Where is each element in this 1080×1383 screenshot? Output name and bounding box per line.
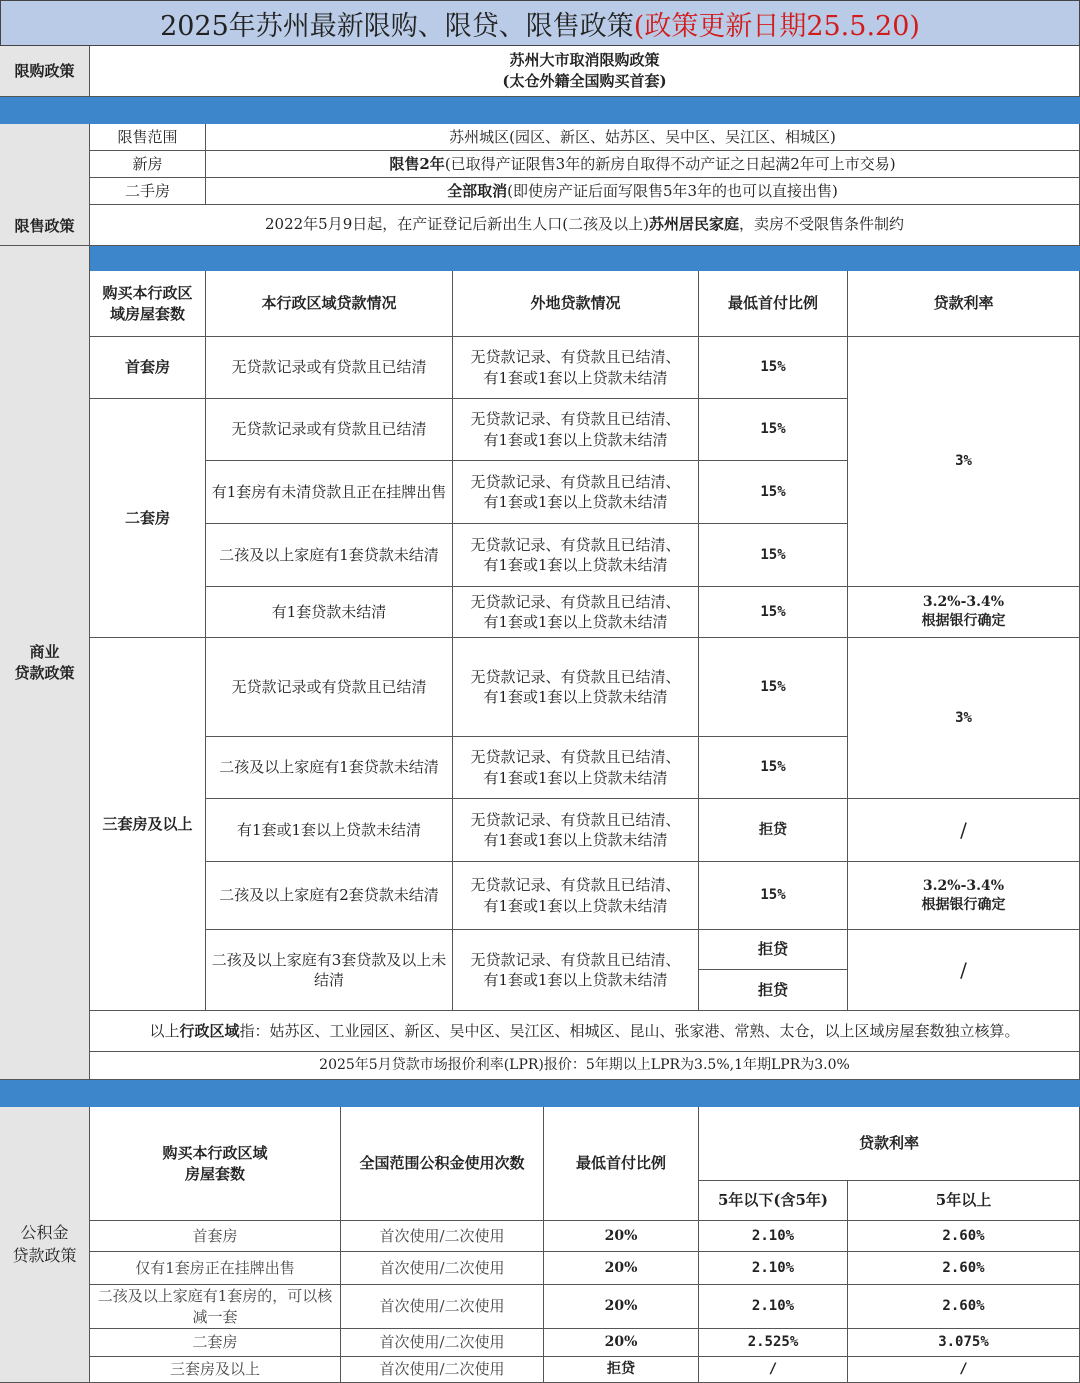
fund-row-type: 首套房 — [90, 1221, 341, 1252]
fund-row-times: 首次使用/二次使用 — [341, 1221, 544, 1252]
fund-row-rate-short: 2.10% — [699, 1285, 848, 1329]
sale-row-value — [206, 178, 1080, 205]
loan-rate: 3% — [848, 337, 1080, 587]
min-down-payment: 15% — [699, 587, 848, 638]
sale-policy-label: 限售政策 — [0, 124, 90, 246]
sale-row-value — [206, 124, 1080, 151]
loan-rate: 3.2%-3.4% 根据银行确定 — [848, 587, 1080, 638]
commercial-header-1: 本行政区域贷款情况 — [206, 271, 453, 337]
sale-row-value — [206, 151, 1080, 178]
sale-row-key: 二手房 — [90, 178, 206, 205]
remote-loan-status: 无贷款记录、有贷款且已结清、 有1套或1套以上贷款未结清 — [453, 587, 699, 638]
area-note-area_label: 行政区域 — [179, 1021, 240, 1040]
fund-row-rate-long: 2.60% — [848, 1252, 1080, 1285]
area-note-area_text: 指：姑苏区、工业园区、新区、吴中区、吴江区、相城区、昆山、张家港、常熟、太仓，以上区域房屋套数独立核算。 — [239, 1021, 1020, 1040]
local-loan-status: 有1套房有未清贷款且正在挂牌出售 — [206, 461, 453, 524]
remote-loan-status: 无贷款记录、有贷款且已结清、 有1套或1套以上贷款未结清 — [453, 461, 699, 524]
loan-rate: 3.2%-3.4% 根据银行确定 — [848, 862, 1080, 930]
title-update-date: (政策更新日期25.5.20) — [633, 10, 920, 42]
sale-note-bold: 苏州居民家庭 — [648, 215, 739, 234]
sale-row-key: 限售范围 — [90, 124, 206, 151]
fund-row-rate-short: 2.525% — [699, 1329, 848, 1357]
min-down-payment: 15% — [699, 737, 848, 799]
page-title — [0, 0, 1080, 46]
fund-header-rate-short: 5年以下(含5年) — [699, 1181, 848, 1221]
fund-row-rate-long: 2.60% — [848, 1285, 1080, 1329]
fund-header-down: 最低首付比例 — [544, 1107, 699, 1221]
fund-row-rate-short: / — [699, 1357, 848, 1383]
sale-row-text: 苏州城区(园区、新区、姑苏区、吴中区、吴江区、相城区) — [449, 127, 836, 146]
title-main: 2025年苏州最新限购、限贷、限售政策 — [160, 10, 634, 42]
remote-loan-status: 无贷款记录、有贷款且已结清、 有1套或1套以上贷款未结清 — [453, 930, 699, 1011]
fund-row-down: 拒贷 — [544, 1357, 699, 1383]
fund-row-times: 首次使用/二次使用 — [341, 1252, 544, 1285]
min-down-payment: 15% — [699, 638, 848, 737]
fund-row-rate-short: 2.10% — [699, 1221, 848, 1252]
min-down-payment: 拒贷 — [699, 970, 848, 1011]
fund-row-times: 首次使用/二次使用 — [341, 1357, 544, 1383]
sale-note-post: ，卖房不受限售条件制约 — [738, 215, 904, 234]
commercial-header-0: 购买本行政区 域房屋套数 — [90, 271, 206, 337]
sale-row-bold: 全部取消 — [447, 181, 508, 200]
local-loan-status: 无贷款记录或有贷款且已结清 — [206, 399, 453, 461]
fund-row-type: 三套房及以上 — [90, 1357, 341, 1383]
min-down-payment: 15% — [699, 461, 848, 524]
section-divider — [0, 97, 1080, 124]
loan-rate: 3% — [848, 638, 1080, 799]
min-down-payment: 拒贷 — [699, 799, 848, 862]
remote-loan-status: 无贷款记录、有贷款且已结清、 有1套或1套以上贷款未结清 — [453, 524, 699, 587]
local-loan-status: 二孩及以上家庭有1套贷款未结清 — [206, 737, 453, 799]
purchase-line-1: 苏州大市取消限购政策 — [509, 51, 660, 69]
commercial-loan-label: 商业 贷款政策 — [0, 246, 90, 1080]
sale-note-pre: 2022年5月9日起，在产证登记后新出生人口(二孩及以上) — [265, 215, 649, 234]
local-loan-status: 无贷款记录或有贷款且已结清 — [206, 337, 453, 399]
group-third-home: 三套房及以上 — [90, 638, 206, 1011]
sale-row-key: 新房 — [90, 151, 206, 178]
fund-header-type: 购买本行政区域 房屋套数 — [90, 1107, 341, 1221]
sale-row-text: (即使房产证后面写限售5年3年的也可以直接出售) — [507, 181, 838, 200]
local-loan-status: 二孩及以上家庭有1套贷款未结清 — [206, 524, 453, 587]
remote-loan-status: 无贷款记录、有贷款且已结清、 有1套或1套以上贷款未结清 — [453, 862, 699, 930]
fund-header-rate-long: 5年以上 — [848, 1181, 1080, 1221]
fund-row-down: 20% — [544, 1285, 699, 1329]
area-note-area_pre: 以上 — [149, 1021, 180, 1040]
fund-row-rate-long: 2.60% — [848, 1221, 1080, 1252]
fund-row-times: 首次使用/二次使用 — [341, 1329, 544, 1357]
fund-row-rate-long: / — [848, 1357, 1080, 1383]
local-loan-status: 二孩及以上家庭有3套贷款及以上未结清 — [206, 930, 453, 1011]
fund-row-type: 仅有1套房正在挂牌出售 — [90, 1252, 341, 1285]
min-down-payment: 拒贷 — [699, 930, 848, 970]
fund-row-down: 20% — [544, 1252, 699, 1285]
local-loan-status: 有1套贷款未结清 — [206, 587, 453, 638]
remote-loan-status: 无贷款记录、有贷款且已结清、 有1套或1套以上贷款未结清 — [453, 737, 699, 799]
group-first-home: 首套房 — [90, 337, 206, 399]
fund-row-type: 二套房 — [90, 1329, 341, 1357]
min-down-payment: 15% — [699, 337, 848, 399]
min-down-payment: 15% — [699, 399, 848, 461]
commercial-header-4: 贷款利率 — [848, 271, 1080, 337]
remote-loan-status: 无贷款记录、有贷款且已结清、 有1套或1套以上贷款未结清 — [453, 399, 699, 461]
loan-rate: / — [848, 930, 1080, 1011]
local-loan-status: 有1套或1套以上贷款未结清 — [206, 799, 453, 862]
remote-loan-status: 无贷款记录、有贷款且已结清、 有1套或1套以上贷款未结清 — [453, 337, 699, 399]
lpr-note: 2025年5月贷款市场报价利率(LPR)报价：5年期以上LPR为3.5%,1年期LPR为3.0% — [90, 1052, 1080, 1080]
local-loan-status: 无贷款记录或有贷款且已结清 — [206, 638, 453, 737]
fund-row-down: 20% — [544, 1329, 699, 1357]
min-down-payment: 15% — [699, 862, 848, 930]
sale-row-text: (已取得产证限售3年的新房自取得不动产证之日起满2年可上市交易) — [444, 154, 896, 173]
group-second-home: 二套房 — [90, 399, 206, 638]
fund-header-times: 全国范围公积金使用次数 — [341, 1107, 544, 1221]
commercial-header-2: 外地贷款情况 — [453, 271, 699, 337]
fund-row-rate-long: 3.075% — [848, 1329, 1080, 1357]
purchase-policy-label: 限购政策 — [0, 46, 90, 97]
loan-rate: / — [848, 799, 1080, 862]
fund-loan-label: 公积金 贷款政策 — [0, 1107, 90, 1383]
fund-row-rate-short: 2.10% — [699, 1252, 848, 1285]
admin-area-note — [90, 1011, 1080, 1052]
remote-loan-status: 无贷款记录、有贷款且已结清、 有1套或1套以上贷款未结清 — [453, 638, 699, 737]
local-loan-status: 二孩及以上家庭有2套贷款未结清 — [206, 862, 453, 930]
sale-note — [90, 204, 1080, 246]
purchase-line-2: (太仓外籍全国购买首套) — [502, 72, 667, 90]
commercial-top-bar — [90, 246, 1080, 271]
fund-row-down: 20% — [544, 1221, 699, 1252]
sale-row-bold: 限售2年 — [389, 154, 445, 173]
remote-loan-status: 无贷款记录、有贷款且已结清、 有1套或1套以上贷款未结清 — [453, 799, 699, 862]
purchase-policy-content — [90, 46, 1080, 97]
section-divider — [0, 1080, 1080, 1107]
fund-row-type: 二孩及以上家庭有1套房的，可以核减一套 — [90, 1285, 341, 1329]
fund-header-rate: 贷款利率 — [699, 1107, 1080, 1181]
fund-row-times: 首次使用/二次使用 — [341, 1285, 544, 1329]
commercial-header-3: 最低首付比例 — [699, 271, 848, 337]
min-down-payment: 15% — [699, 524, 848, 587]
